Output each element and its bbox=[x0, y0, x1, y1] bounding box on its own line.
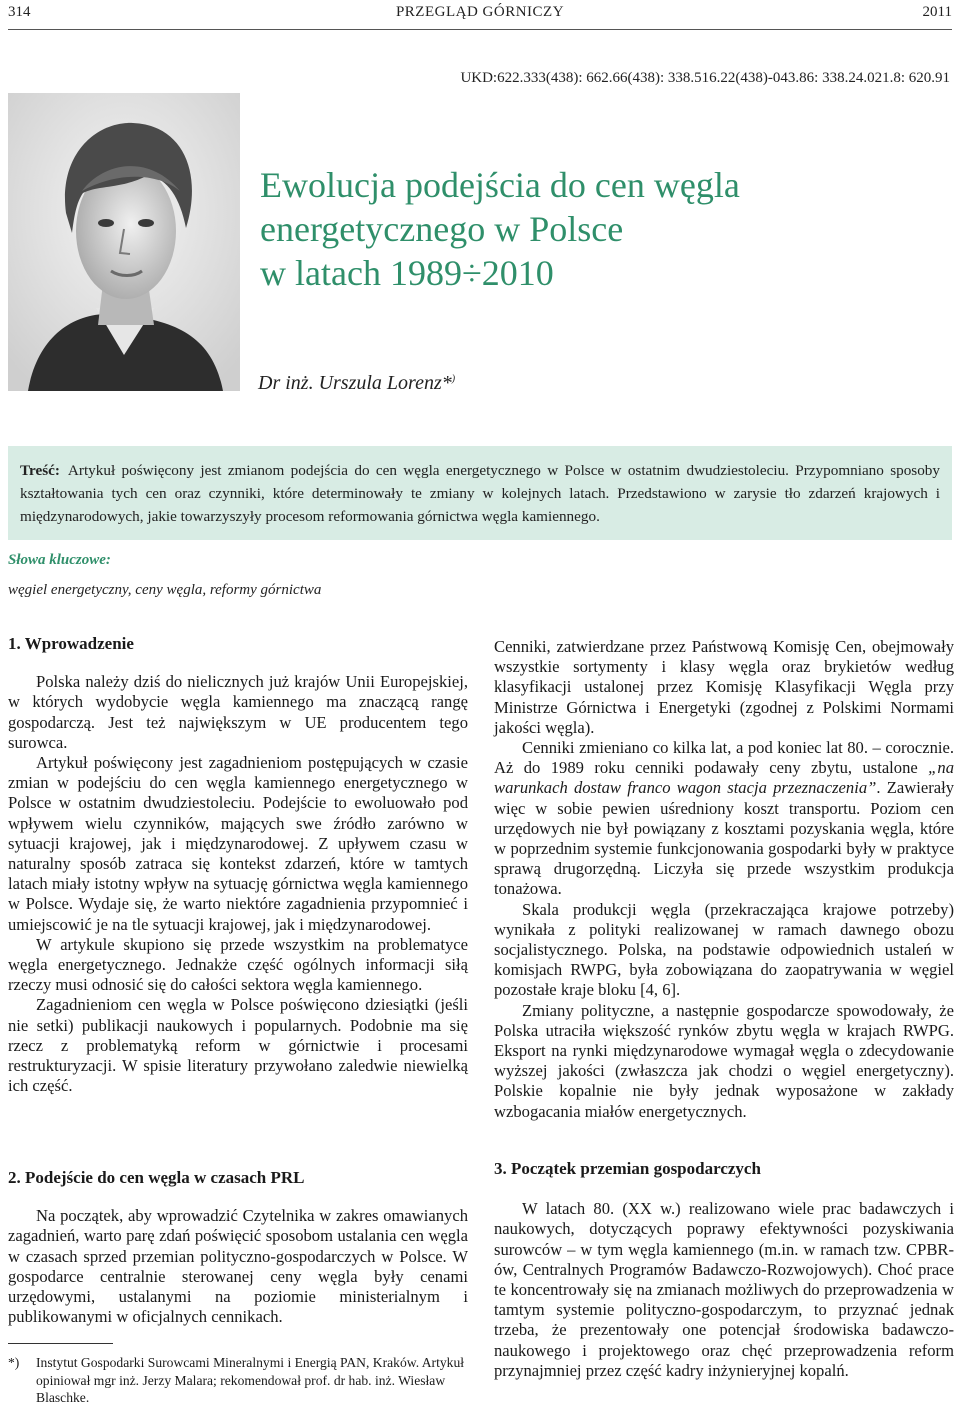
keywords-text: węgiel energetyczny, ceny węgla, reformy górnictwa bbox=[8, 582, 322, 598]
left-column-intro bbox=[8, 634, 468, 1096]
footnote bbox=[8, 1354, 468, 1407]
journal-name: PRZEGLĄD GÓRNICZY bbox=[395, 4, 565, 20]
paragraph: Artykuł poświęcony jest zagadnieniom postępujących w czasie zmian w podejściu do cen węgla kamiennego energetycznego w Polsce w ostatnim dwudziestoleciu. Podejście to ewoluowało pod wpływem wielu czynników, mających swe źródło zarówno w sytuacji krajowej, jak i międzynarodowej. Z upływem czasu w naturalny sposób zatraca się kontekst zdarzeń, które w tamtych latach miały istotny wpływ na sytuację górnictwa węgla kamiennego w Polsce. Wydaje się, że warto niektóre zagadnienia przypomnieć i umiejscowić je na tle sytuacji krajowej, jak i międzynarodowej. bbox=[8, 753, 468, 934]
paragraph: Polska należy dziś do nielicznych już krajów Unii Europejskiej, w których wydobycie węgla kamiennego ma znaczącą rangę gospodarczą. Jest też największym w UE producentem tego surowca. bbox=[8, 672, 468, 752]
left-column-section-2 bbox=[8, 1168, 468, 1327]
paragraph: Na początek, aby wprowadzić Czytelnika w zakres omawianych zagadnień, warto parę zdań poświęcić sposobom ustalania cen węgla w czasach sprzed przemian polityczno-gospodarczych w Polsce. W gospodarce centralnie sterowanej ceny węgla były cenami urzędowymi, ustalanymi na poziomie ministerialnym i publikowanymi w oficjalnych cennikach. bbox=[8, 1206, 468, 1327]
article-title bbox=[260, 163, 940, 295]
ukd-classification: UKD:622.333(438): 662.66(438): 338.516.22(438)-043.86: 338.24.021.8: 620.91 bbox=[460, 70, 950, 86]
title-line: w latach 1989÷2010 bbox=[260, 253, 554, 293]
paragraph: Zmiany polityczne, a następnie gospodarcze spowodowały, że Polska utraciła większość rynków zbytu węgla w krajach RWPG. Eksport na rynki międzynarodowe wymagał węgla o zdecydowanie wyższej jakości (zwłaszcza jak chodzi o węgiel energetyczny). Polskie kopalnie nie były jednak wyposażone w zakłady wzbogacania miałów energetycznych. bbox=[494, 1000, 954, 1121]
paragraph: Zagadnieniom cen węgla w Polsce poświęcono dziesiątki (jeśli nie setki) publikacji naukowych i popularnych. Podobnie ma się rzecz z problematyką reform w górnictwie i procesami restrukturyzacji. W spisie literatury przywołano zaledwie niewielką ich część. bbox=[8, 995, 468, 1096]
author-name: Dr inż. Urszula Lorenz* bbox=[258, 372, 452, 394]
paragraph: W artykule skupiono się przede wszystkim na problematyce węgla energetycznego. Jednakże część ogólnych informacji siłą rzeczy musi odnosić się do całości sektora węgla kamiennego. bbox=[8, 934, 468, 995]
footnote-marker: *) bbox=[8, 1355, 20, 1370]
quoted-terms: „na warunkach dostaw franco wagon stacja przeznaczenia” bbox=[494, 758, 954, 798]
paragraph: Cenniki, zatwierdzane przez Państwową Komisję Cen, obejmowały wszystkie sortymenty i klasy węgla oraz brykietów według klasyfikacji ustalonej przez Komisję Klasyfikacji Węgla przy Ministrze Górnictwa i Energetyki (zgodnej z Polskimi Normami jakości węgla). bbox=[494, 637, 954, 737]
paragraph: Skala produkcji węgla (przekraczająca krajowe potrzeby) wynikała z polityki realizowanej w ramach dawnego obozu socjalistycznego. Polska, na podstawie odpowiednich ustaleń w komisjach RWPG, była zobowiązana do zaopatrywania w węgiel pozostałe kraje bloku [4, 6]. bbox=[494, 899, 954, 1000]
paragraph: W latach 80. (XX w.) realizowano wiele prac badawczych i naukowych, dotyczących poprawy efektywności pozyskiwania surowców – w tym węgla kamiennego (m.in. w ramach tzw. CPBR-ów, Centralnych Programów Badawczo-Rozwojowych). Choć prace te koncentrowały się na zmianach możliwych do przeprowadzenia w tamtym systemie polityczno-gospodarczym, to przyznać jednak trzeba, że prezentowały one potencjał środowiska badawczo-naukowego i projektowego oraz chęć przeprowadzenia reform przynajmniej przez część kadry inżynieryjnej kopalń. bbox=[494, 1199, 954, 1380]
author-portrait bbox=[8, 93, 240, 391]
page-number: 314 bbox=[8, 4, 31, 20]
paragraph bbox=[494, 738, 954, 900]
running-header bbox=[8, 4, 952, 22]
header-rule bbox=[8, 29, 952, 30]
section-heading: 3. Początek przemian gospodarczych bbox=[494, 1159, 761, 1178]
keywords-label: Słowa kluczowe: bbox=[8, 552, 111, 568]
title-line: Ewolucja podejścia do cen węgla bbox=[260, 165, 740, 205]
paragraph-text: Cenniki zmieniano co kilka lat, a pod koniec lat 80. – corocznie. Aż do 1989 roku cenniki podawały ceny zbytu, ustalone bbox=[494, 738, 954, 778]
right-column-section-3 bbox=[494, 1159, 954, 1381]
footnote-rule bbox=[8, 1343, 113, 1344]
right-column-upper bbox=[494, 637, 954, 1122]
section-heading: 1. Wprowadzenie bbox=[8, 634, 134, 653]
abstract-box bbox=[8, 446, 952, 540]
paragraph-text: . Zawierały więc w sobie pewien uśredniony koszt transportu. Poziom cen urzędowych nie był powiązany z kosztami pozyskania węgla, które w poprzednim systemie funkcjonowania gospodarki były w praktyce sprawą drugorzędną. Liczyła się przede wszystkim produkcja tonażowa. bbox=[494, 778, 954, 899]
abstract-label: Treść: bbox=[20, 462, 60, 479]
abstract-text: Artykuł poświęcony jest zmianom podejścia do cen węgla energetycznego w Polsce w ostatnim dwudziestoleciu. Przypomniano sposoby kształtowania tych cen oraz czynniki, które determinowały te zmiany w kolejnych latach. Przedstawiono w zarysie tło zdarzeń krajowych i międzynarodowych, jakie towarzyszyły procesom reformowania górnictwa węgla kamiennego. bbox=[20, 462, 940, 525]
author-footnote-mark: ) bbox=[451, 373, 456, 385]
title-line: energetycznego w Polsce bbox=[260, 209, 624, 249]
section-heading: 2. Podejście do cen węgla w czasach PRL bbox=[8, 1168, 305, 1187]
journal-year: 2011 bbox=[922, 4, 952, 20]
footnote-text: Instytut Gospodarki Surowcami Mineralnymi i Energią PAN, Kraków. Artykuł opiniował mgr inż. Jerzy Malara; rekomendował prof. dr hab. inż. Wiesław Blaschke. bbox=[36, 1355, 465, 1405]
author-byline bbox=[258, 372, 455, 395]
